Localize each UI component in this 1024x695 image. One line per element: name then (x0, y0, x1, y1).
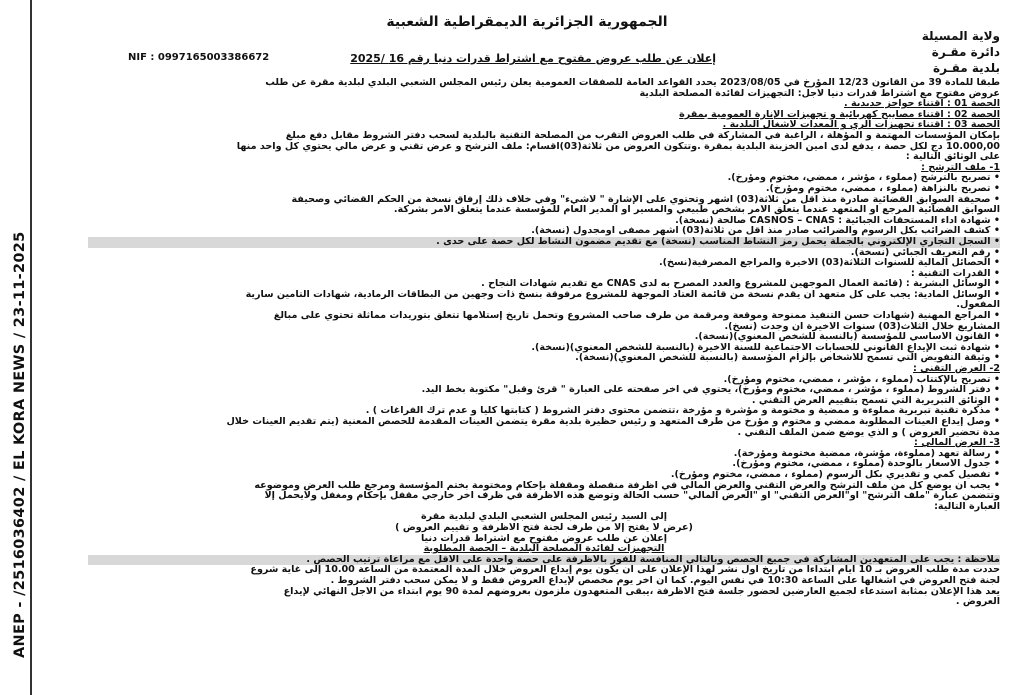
list-item: • صحيفة السوابق القضائية صادرة منذ أقل من ثلاثة(03) أشهر وتحتوي على الإشارة " لاشيء" وفي خلاف ذلك إرفاق نسخة من الحكم القضائي وصحيفة (88, 195, 1000, 206)
lot-1: الحصة 01 : اقتناء حواجز حديدية . (844, 99, 1000, 110)
body-line: السوابق القضائية المرجع أو المتعهد عندما يتعلق الأمر بشخص طبيعي والمسير أو المدير العام للمؤسسة عندما يتعلق الأمر بشركة. (393, 205, 1000, 216)
list-item: • القانون الأساسي للمؤسسة (بالنسبة للشخص المعنوي)(نسخة). (88, 332, 1000, 343)
announcement-body (88, 78, 1000, 608)
list-item: • تصريح بالنزاهة (مملوء ، ممضي، مختوم ومؤرخ). (88, 184, 1000, 195)
nif-number: NIF : 0997165003386672 (128, 52, 270, 63)
body-line: وتتضمن عبارة "ملف الترشح" أو"العرض التقني" أو "العرض المالي" حسب الحالة وتوضع هذه الأظرفة في ظرف آخر خارجي مقفل بإحكام ومغفل ولايحمل إلا (264, 491, 1000, 502)
lot-3: الحصة 03 : اقتناء تجهيزات الري و المعدات لأشغال البلدية . (722, 120, 1000, 131)
list-item: • كشف الضرائب بكل الرسوم والضرائب صادر منذ أقل من ثلاثة(03) أشهر مصفى أومجدول (نسخة). (88, 226, 1000, 237)
envelope-line: إعلان عن طلب عروض مفتوح مع اشتراط قدرات دنيا (420, 533, 668, 544)
note-line: ملاحظة : يجب على المتعهدين المشاركة في جميع الحصص وبالتالي المنافسة للفوز بالأظرفة على حصة واحدة على الأقل مع مراعاة ترتيب الحصص . (88, 555, 1000, 566)
body-line: عروض مفتوح مع اشتراط قدرات دنيا لأجل: التجهيزات لفائدة المصلحة البلدية (639, 88, 1000, 99)
body-line: المفعول. (956, 300, 1000, 311)
list-item: • شهادة ثبت الإيداع القانوني للحسابات الاجتماعية للسنة الأخيرة (بالنسبة للشخص المعنوي)(نسخة). (88, 343, 1000, 354)
list-item: • الحصائل المالية للسنوات الثلاثة(03) الأخيرة والمراجع المصرفية(نسخ). (88, 258, 1000, 269)
commune: بلدية مقـرة (932, 61, 1000, 75)
list-item: • وثيقة التفويض التي تسمح للأشخاص بإلزام المؤسسة (بالنسبة للشخص المعنوي)(نسخة). (88, 353, 1000, 364)
list-item: • تفصيل كمي و تقديري بكل الرسوم (مملوء ، ممضي، مختوم ومؤرخ). (88, 470, 1000, 481)
side-stamp (0, 0, 40, 695)
list-item: • القدرات التقنية : (88, 269, 1000, 280)
list-item: • رسالة تعهد (مملوءة، مؤشرة، ممضية مختومة ومؤرخة). (88, 449, 1000, 460)
note-line: العروض . (955, 597, 1000, 608)
margin-rule (30, 0, 32, 695)
wilaya: ولاية المسيلة (921, 29, 1000, 43)
republic-heading: الجمهورية الجزائرية الديمقراطية الشعبية (386, 14, 668, 30)
note-line: يعد هذا الإعلان بمثابة استدعاء لجميع العارضين لحضور جلسة فتح الأظرفة ،يبقى المتعهدون ملزمون بعروضهم لمدة 90 يوم ابتداء من الأجل النهائي لإيداع (283, 586, 1000, 597)
list-item: • وصل إيداع العينات المطلوبة ممضي و مختوم و مؤرخ من طرف المتعهد و رئيس حظيرة بلدية مقرة يتضمن العينات المقدمة للحصص المعنية (يتم تقديم العينات خلال (88, 417, 1000, 428)
list-item: • يجب أن يوضع كل من ملف الترشح والعرض التقني والعرض المالي في أظرفة منفصلة ومقفلة بإحكام ومختومة بختم المؤسسة ومرجع طلب العرض وموضوعه (88, 481, 1000, 492)
body-line: المشاريع خلال الثلاث(03) سنوات الأخيرة أن وجدت (نسخ). (724, 321, 1000, 332)
list-item: • شهادة أداء المستحقات الجبائية : CASNOS – CNAS صالحة (نسخة). (88, 216, 1000, 227)
announcement-title: إعلان عن طلب عروض مفتوح مع اشتراط قدرات دنيا رقم 16 /2025 (350, 52, 716, 65)
note-line: لجنة فتح العروض في أشغالها على الساعة 10:30 في نفس اليوم. كما أن آخر يوم مخصص لإيداع العروض فقط و لا يمكن سحب دفتر الشروط . (330, 575, 1000, 586)
body-line: على الوثائق التالية : (905, 152, 1000, 163)
body-line: طبقا للمادة 39 من القانون 12/23 المؤرخ في 2023/08/05 يحدد القواعد العامة للصفقات العمومية يعلن رئيس المجلس الشعبي البلدي لبلدية مقرة عن طلب (265, 78, 1000, 88)
list-item: • المراجع المهنية (شهادات حسن التنفيذ ممنوحة وموقعة ومرقمة من طرف صاحب المشروع وتحمل تاريخ إستلامها تتعلق بتوريدات مماثلة تحتوي على مبالغ (88, 311, 1000, 322)
publication-stamp: ANEP - /2516036402 / EL KORA NEWS / 23-11-2025 (12, 231, 28, 658)
list-item: • تصريح بالترشح (مملوء ، مؤشر ، ممضي، مختوم ومؤرخ). (88, 173, 1000, 184)
title-row (108, 52, 1006, 68)
list-item: • تصريح بالإكتتاب (مملوء ، مؤشر ، ممضي، مختوم ومؤرخ). (88, 375, 1000, 386)
list-item: • الوسائل البشرية : (قائمة العمال الموجهين للمشروع والعدد المصرح به لدى CNAS مع تقديم شهادات النجاح . (88, 279, 1000, 290)
list-item: • الوسائل المادية: يجب على كل متعهد أن يقدم نسخة من قائمة العتاد الموجهة للمشروع مرفوقة بنسخ ذات وجهين من البطاقات الرمادية، شهادات التأمين سارية (88, 290, 1000, 301)
body-line: مدة تحضير العروض ) و الذي يوضع ضمن الملف التقني . (737, 427, 1000, 438)
list-item: • السجل التجاري الإلكتروني بالجملة يحمل رمز النشاط المناسب (نسخة) مع تقديم مضمون النشاط لكل حصة على حدى . (88, 237, 1000, 248)
body-line: العبارة التالية: (934, 501, 1000, 512)
section-heading: 2- العرض التقني : (912, 364, 1000, 375)
envelope-line: (عرض لا يفتح إلا من طرف لجنة فتح الأظرفة و تقييم العروض ) (395, 522, 693, 533)
envelope-line: إلى السيد رئيس المجلس الشعبي البلدي لبلدية مقرة (420, 512, 668, 523)
daira: دائرة مقـرة (931, 45, 1000, 59)
list-item: • رقم التعريف الجبائي (نسخة). (88, 248, 1000, 259)
envelope-line: التجهيزات لفائدة المصلحة البلدية – الحصة المطلوبة (423, 544, 665, 555)
section-heading: 3- العرض المالي : (914, 438, 1000, 449)
announcement-page (48, 6, 1006, 690)
section-heading: 1- ملف الترشح : (921, 162, 1000, 173)
lot-2: الحصة 02 : اقتناء مصابيح كهربائية و تجهيزات الإنارة العمومية بمقرة (679, 109, 1000, 120)
body-line: 10.000,00 دج لكل حصة ، يدفع لدى أمين الخزينة البلدية بمقرة .وتتكون العروض من ثلاثة(03)أقسام: ملف الترشح و عرض تقني و عرض مالي يحتوي كل واحد منها (236, 141, 1000, 152)
note-line: حددت مدة طلب العروض بـ 10 أيام ابتداءا من تاريخ أول نشر لهذا الإعلان على أن يكون يوم إيداع العروض خلال المدة المعتمدة من الساعة 10.00 إلى غاية شروع (250, 565, 1000, 576)
list-item: • دفتر الشروط (مملوء ، مؤشر ، ممضي، مختوم ومؤرخ)، يحتوي في آخر صفحته على العبارة " قرئ وقبل" مكتوبة بخط اليد. (88, 385, 1000, 396)
list-item: • الوثائق التبريرية التي تسمح بتقييم العرض التقني . (88, 396, 1000, 407)
list-item: • مذكرة تقنية تبريرية مملوءة و ممضية و مختومة و مؤشرة و مؤرخة ،تتضمن محتوى دفتر الشروط ( كتابتها كليا و عدم ترك الفراغات ) . (88, 406, 1000, 417)
body-line: بإمكان المؤسسات المهتمة و المؤهلة ، الراغبة في المشاركة في طلب العروض التقرب من المصلحة التقنية بالبلدية لسحب دفتر الشروط مقابل دفع مبلغ (285, 130, 1000, 141)
list-item: • جدول الأسعار بالوحدة (مملوء ، ممضي، مختوم ومؤرخ). (88, 459, 1000, 470)
